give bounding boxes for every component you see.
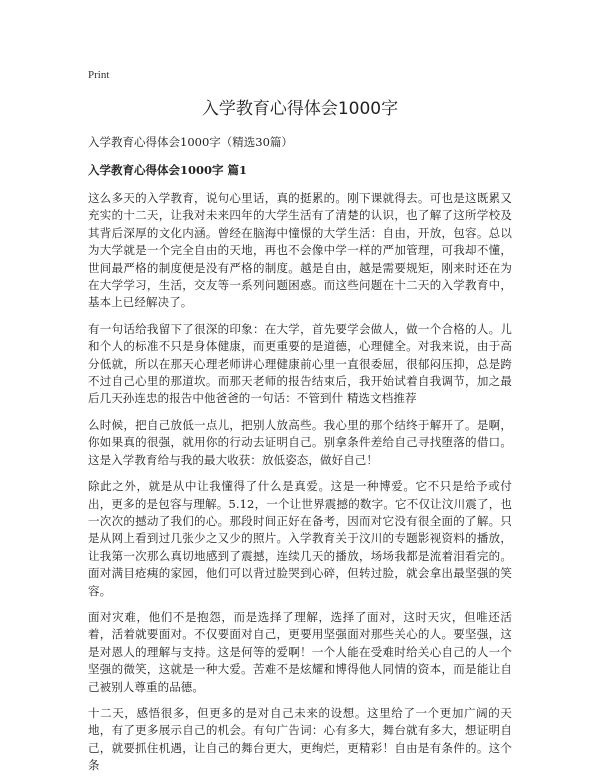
subtitle: 入学教育心得体会1000字（精选30篇） (88, 135, 293, 149)
page-title: 入学教育心得体会1000字 (201, 99, 399, 119)
paragraph: 除此之外，就是从中让我懂得了什么是真爱。这是一种博爱。它不只是给予或付出，更多的是包容与理解。5.12，一个让世界震撼的数字。它不仅让汶川震了，也一次次的撼动了我们的心。那段时间正好在备考，因而对它没有很全面的了解。只是从网上看到过几张少之又少的照片。入学教育关于汶川的专题影视资料的播放，让我第一次那么真切地感到了震撼，连续几天的播放，场场我都是流着泪看完的。面对满目疮痍的家园，他们可以背过脸哭到心碎，但转过脸，就会拿出最坚强的笑容。 (88, 479, 512, 598)
print-link[interactable]: Print (88, 69, 110, 81)
section-heading: 入学教育心得体会1000字 篇1 (88, 163, 248, 177)
paragraph: 有一句话给我留下了很深的印象：在大学，首先要学会做人，做一个合格的人。儿和个人的标准不只是身体健康，而更重要的是道德，心理健全。对我来说，由于高分低就，所以在那天心理老师讲心理健康前心里一直很委屈，很郁闷压抑，总是跨不过自己心里的那道坎。而那天老师的报告结束后，我开始试着自我调节，加之最后几天孙连忠的报告中他爸爸的一句话：不管到什 精选文档推荐 (88, 321, 512, 406)
paragraph: 么时候，把自己放低一点儿，把别人放高些。我心里的那个结终于解开了。是啊，你如果真的很强，就用你的行动去证明自己。别拿条件差给自己寻找堕落的借口。这是入学教育给与我的最大收获：放低姿态，做好自己！ (88, 417, 512, 467)
paragraph: 这么多天的入学教育，说句心里话，真的挺累的。刚下课就得去。可也是这既累又充实的十二天，让我对未来四年的大学生活有了清楚的认识，也了解了这所学校及其背后深厚的文化内涵。曾经在脑海中憧憬的大学生活：自由，开放，包容。总以为大学就是一个完全自由的天地，再也不会像中学一样的严加管理，可我却不懂，世间最严格的制度便是没有严格的制度。越是自由，越是需要规矩，刚来时还在为在大学学习，生活，交友等一系列问题困惑。而这些问题在十二天的入学教育中，基本上已经解决了。 (88, 191, 512, 310)
paragraph: 十二天，感悟很多，但更多的是对自己未来的设想。这里给了一个更加广阔的天地，有了更多展示自己的机会。有句广告词：心有多大，舞台就有多大，想证明自己，就要抓住机遇，让自己的舞台更大，更绚烂，更精彩！自由是有条件的。这个条 (88, 705, 512, 773)
paragraph: 面对灾难，他们不是抱怨，而是选择了理解，选择了面对，这时天灾，但唯还活着，活着就要面对。不仅要面对自己，更要用坚强面对那些关心的人。要坚强，这是对恩人的理解与支持。这是何等的爱啊！一个人能在受难时给关心自己的人一个坚强的微笑，这就是一种大爱。苦难不是炫耀和博得他人同情的资本，而是能让自己被别人尊重的品德。 (88, 609, 512, 694)
